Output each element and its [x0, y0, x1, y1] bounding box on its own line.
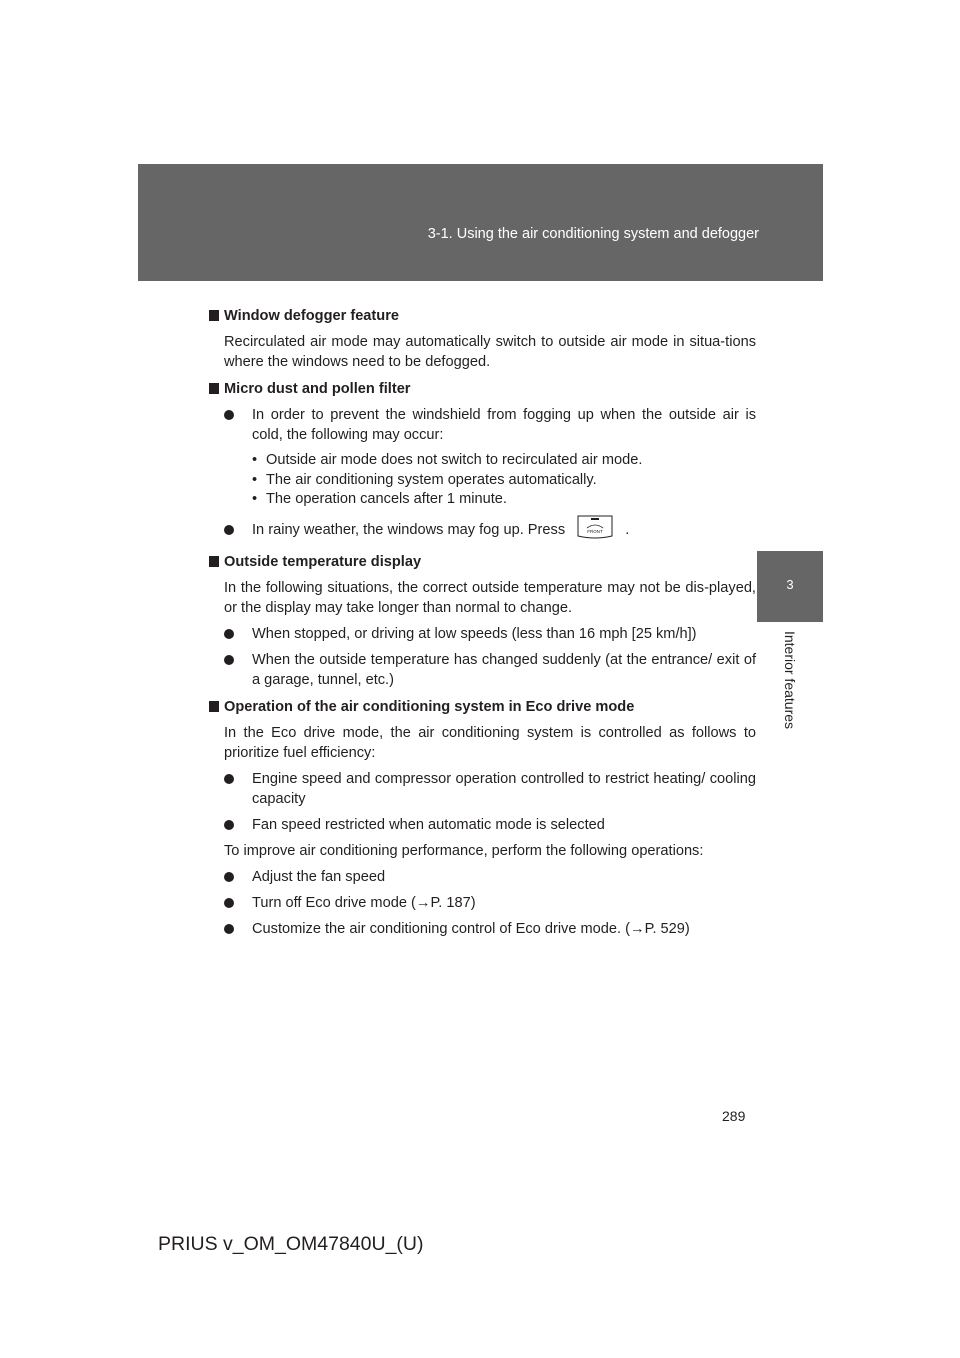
section-text: In the Eco drive mode, the air conditioning system is controlled as follows to prioritize fuel efficiency:: [224, 724, 756, 761]
square-bullet-icon: [209, 701, 219, 712]
list-item: When the outside temperature has changed suddenly (at the entrance/ exit of a garage, tunnel, etc.): [224, 650, 756, 690]
section-text: In the following situations, the correct outside temperature may not be dis-played, or the display may take longer than normal to change.: [224, 579, 756, 616]
section-text: To improve air conditioning performance, perform the following operations:: [224, 842, 704, 859]
page-content: [224, 306, 756, 945]
chapter-side-label: Interior features: [782, 630, 798, 730]
round-bullet-icon: [224, 525, 234, 535]
chapter-number: 3: [786, 577, 794, 592]
list-item: Turn off Eco drive mode (→P. 187): [224, 893, 756, 913]
square-bullet-icon: [209, 383, 219, 394]
round-bullet-icon: [224, 820, 234, 830]
list-item: When stopped, or driving at low speeds (less than 16 mph [25 km/h]): [224, 624, 756, 644]
document-footer: PRIUS v_OM_OM47840U_(U): [158, 1233, 424, 1255]
round-bullet-icon: [224, 629, 234, 639]
round-bullet-icon: [224, 924, 234, 934]
chapter-title: 3-1. Using the air conditioning system and defogger: [427, 226, 759, 242]
section-heading: Window defogger feature: [209, 306, 756, 326]
sub-list-item: • Outside air mode does not switch to recirculated air mode.: [252, 451, 756, 471]
sub-list: [224, 451, 756, 510]
front-defroster-button-icon: [575, 514, 615, 540]
square-bullet-icon: [209, 556, 219, 567]
section-heading: Micro dust and pollen filter: [209, 379, 756, 399]
list-item: Fan speed restricted when automatic mode is selected: [224, 815, 756, 835]
svg-text:FRONT: FRONT: [587, 528, 603, 534]
round-bullet-icon: [224, 872, 234, 882]
chapter-side-tab: [757, 551, 823, 622]
list-item: Customize the air conditioning control of Eco drive mode. (→P. 529): [224, 919, 756, 939]
list-item: In order to prevent the windshield from fogging up when the outside air is cold, the following may occur:: [224, 405, 756, 445]
section-heading: Operation of the air conditioning system in Eco drive mode: [209, 697, 756, 717]
chapter-header: [138, 164, 823, 281]
section-text: Recirculated air mode may automatically switch to outside air mode in situa-tions where the windows need to be defogged.: [224, 334, 756, 370]
sub-list-item: • The operation cancels after 1 minute.: [252, 490, 756, 510]
round-bullet-icon: [224, 774, 234, 784]
page-number: 289: [722, 1108, 746, 1124]
round-bullet-icon: [224, 898, 234, 908]
sub-list-item: • The air conditioning system operates automatically.: [252, 471, 756, 491]
list-item: Adjust the fan speed: [224, 867, 756, 887]
round-bullet-icon: [224, 410, 234, 420]
list-item: In rainy weather, the windows may fog up. Press FRONT .: [224, 520, 756, 540]
list-item: Engine speed and compressor operation controlled to restrict heating/ cooling capacity: [224, 769, 756, 809]
round-bullet-icon: [224, 655, 234, 665]
section-heading: Outside temperature display: [209, 552, 756, 572]
square-bullet-icon: [209, 310, 219, 321]
